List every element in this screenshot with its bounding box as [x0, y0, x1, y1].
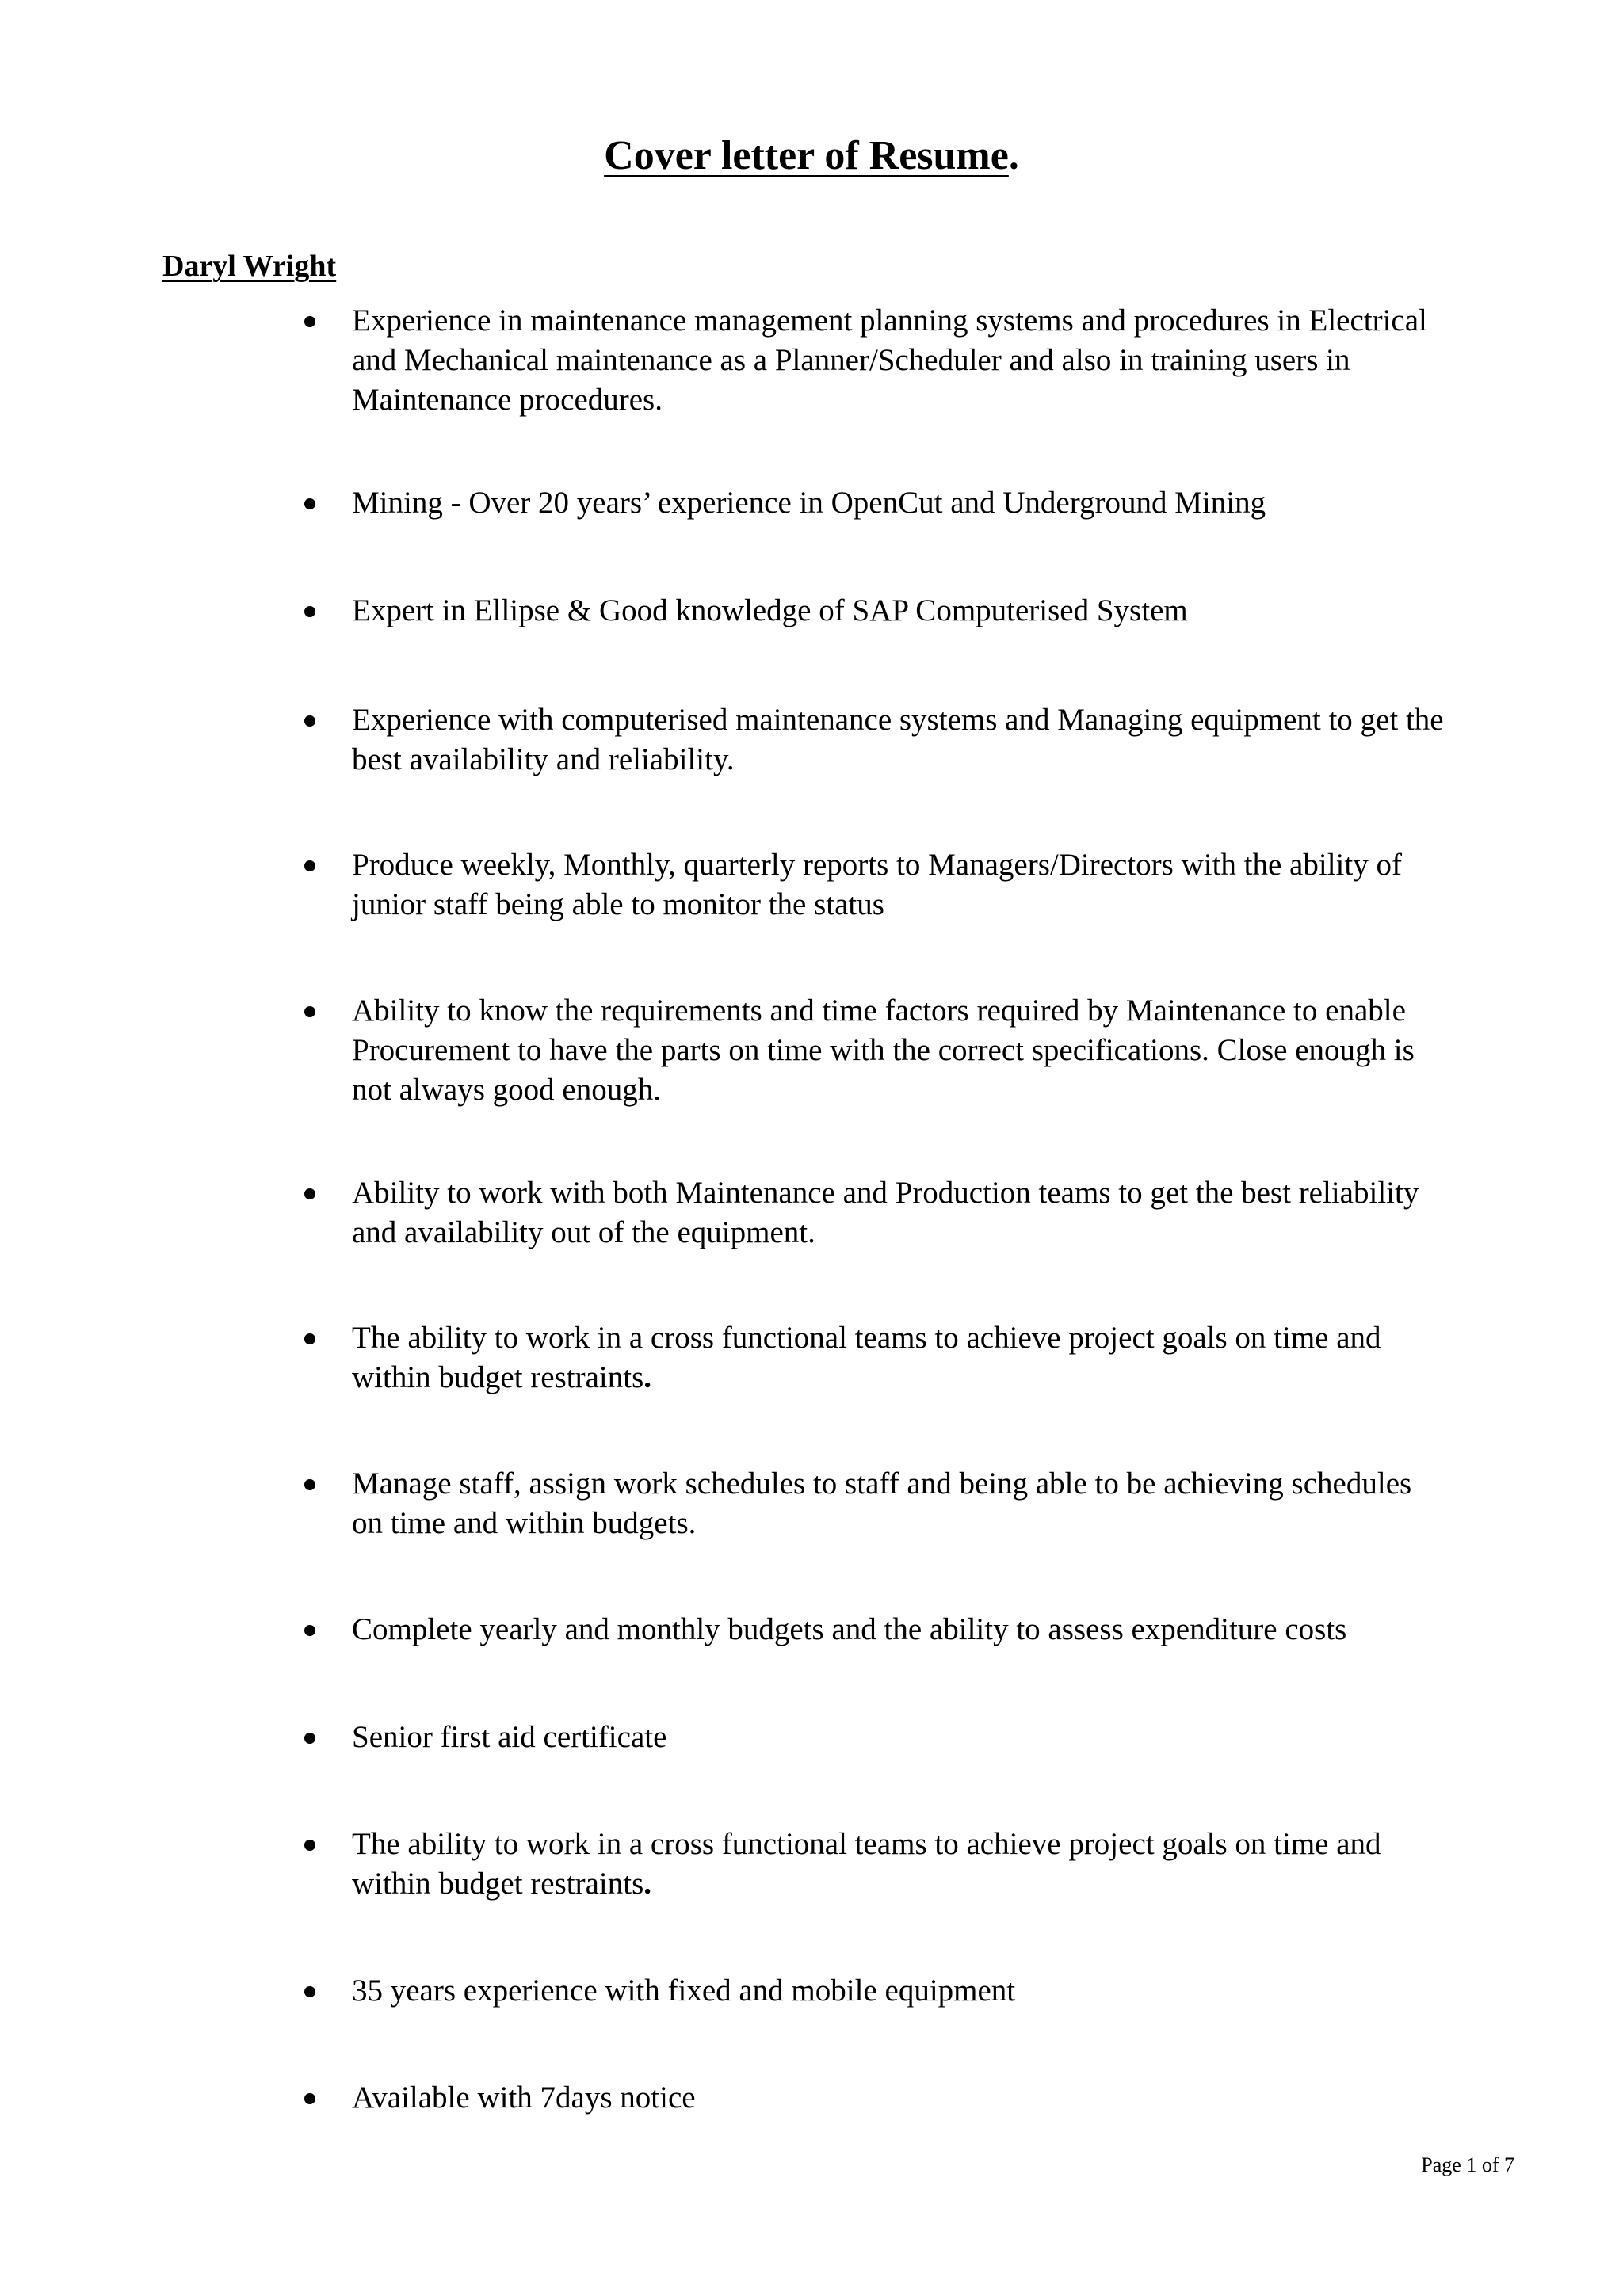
list-item-text: [352, 1464, 1517, 1543]
bullet-icon: [304, 2093, 315, 2104]
document-title-period: .: [1008, 133, 1019, 178]
list-item-line-text: within budget restraints: [352, 1867, 644, 1901]
bullet-icon: [304, 1006, 315, 1017]
bullet-icon: [304, 606, 315, 617]
document-title-text: Cover letter of Resume: [604, 133, 1009, 178]
list-item-line: [352, 380, 1517, 420]
list-item-line: [352, 1825, 1517, 1864]
list-item-text: [352, 1971, 1517, 2011]
list-item-text: [352, 2078, 1517, 2118]
list-item-line: [352, 885, 1517, 925]
list-item-line-text: not always good enough.: [352, 1073, 661, 1107]
list-item-line: [352, 1213, 1517, 1253]
list-item-line: [352, 301, 1517, 341]
list-item-line: [352, 1318, 1517, 1358]
list-item-line: [352, 1070, 1517, 1110]
bullet-icon: [304, 1840, 315, 1851]
bullet-icon: [304, 1733, 315, 1744]
list-item-line-text: The ability to work in a cross functional teams to achieve project goals on time and: [352, 1321, 1381, 1355]
list-item-line: [352, 991, 1517, 1031]
list-item-line: [352, 341, 1517, 380]
list-item-text: [352, 483, 1517, 523]
list-item-line: [352, 1718, 1517, 1757]
list-item-line: [352, 483, 1517, 523]
list-item-line-text: and Mechanical maintenance as a Planner/Scheduler and also in training users in: [352, 343, 1350, 377]
list-item-line-text: Maintenance procedures.: [352, 383, 663, 417]
list-item-line-text: junior staff being able to monitor the status: [352, 887, 884, 921]
list-item-line: [352, 2078, 1517, 2118]
list-item-line: [352, 1864, 1517, 1904]
bullet-icon: [304, 1625, 315, 1636]
list-item-line-text: Experience in maintenance management planning systems and procedures in Electrical: [352, 303, 1427, 338]
list-item-line-text: Ability to work with both Maintenance and Production teams to get the best reliability: [352, 1176, 1419, 1210]
list-item-line-text: Ability to know the requirements and time factors required by Maintenance to enable: [352, 994, 1406, 1028]
list-item-line: [352, 740, 1517, 780]
list-item-end-mark: .: [643, 1360, 652, 1394]
list-item-line: [352, 1173, 1517, 1213]
list-item-line-text: within budget restraints: [352, 1360, 644, 1394]
list-item-line: [352, 700, 1517, 740]
list-item-line-text: Available with 7days notice: [352, 2081, 696, 2115]
list-item-line: [352, 1358, 1517, 1398]
list-item-text: [352, 591, 1517, 631]
list-item-text: [352, 1610, 1517, 1650]
list-item-line: [352, 1464, 1517, 1504]
bullet-icon: [304, 316, 315, 327]
page-number: Page 1 of 7: [1421, 2153, 1514, 2176]
list-item-line-text: Experience with computerised maintenance systems and Managing equipment to get the: [352, 703, 1444, 737]
list-item-line: [352, 591, 1517, 631]
list-item-text: [352, 1825, 1517, 1904]
list-item-text: [352, 1318, 1517, 1398]
applicant-name: Daryl Wright: [162, 250, 337, 283]
list-item-line: [352, 1610, 1517, 1650]
list-item-text: [352, 845, 1517, 925]
list-item-line-text: Complete yearly and monthly budgets and the ability to assess expenditure costs: [352, 1612, 1347, 1646]
list-item-end-mark: .: [643, 1867, 652, 1901]
list-item-text: [352, 301, 1517, 420]
list-item-line-text: 35 years experience with fixed and mobile equipment: [352, 1974, 1016, 2008]
list-item-line: [352, 1971, 1517, 2011]
list-item-line-text: best availability and reliability.: [352, 742, 735, 776]
bullet-icon: [304, 715, 315, 727]
list-item-line-text: and availability out of the equipment.: [352, 1215, 815, 1249]
bullet-icon: [304, 1479, 315, 1490]
list-item-line: [352, 1504, 1517, 1543]
bullet-icon: [304, 1188, 315, 1199]
list-item-line-text: The ability to work in a cross functional teams to achieve project goals on time and: [352, 1827, 1381, 1861]
bullet-icon: [304, 860, 315, 871]
list-item-line-text: on time and within budgets.: [352, 1506, 697, 1540]
list-item-text: [352, 700, 1517, 780]
list-item-text: [352, 1718, 1517, 1757]
list-item-line-text: Senior first aid certificate: [352, 1720, 667, 1754]
list-item-line: [352, 1031, 1517, 1070]
list-item-text: [352, 1173, 1517, 1253]
bullet-icon: [304, 1986, 315, 1997]
bullet-icon: [304, 1333, 315, 1344]
list-item-line: [352, 845, 1517, 885]
list-item-line-text: Manage staff, assign work schedules to staff and being able to be achieving schedules: [352, 1466, 1412, 1501]
list-item-line-text: Produce weekly, Monthly, quarterly reports to Managers/Directors with the ability of: [352, 848, 1402, 882]
bullet-icon: [304, 498, 315, 509]
list-item-line-text: Procurement to have the parts on time with the correct specifications. Close enough is: [352, 1033, 1415, 1067]
list-item-text: [352, 991, 1517, 1110]
list-item-line-text: Expert in Ellipse & Good knowledge of SAP Computerised System: [352, 593, 1188, 627]
list-item-line-text: Mining - Over 20 years’ experience in OpenCut and Underground Mining: [352, 486, 1266, 520]
